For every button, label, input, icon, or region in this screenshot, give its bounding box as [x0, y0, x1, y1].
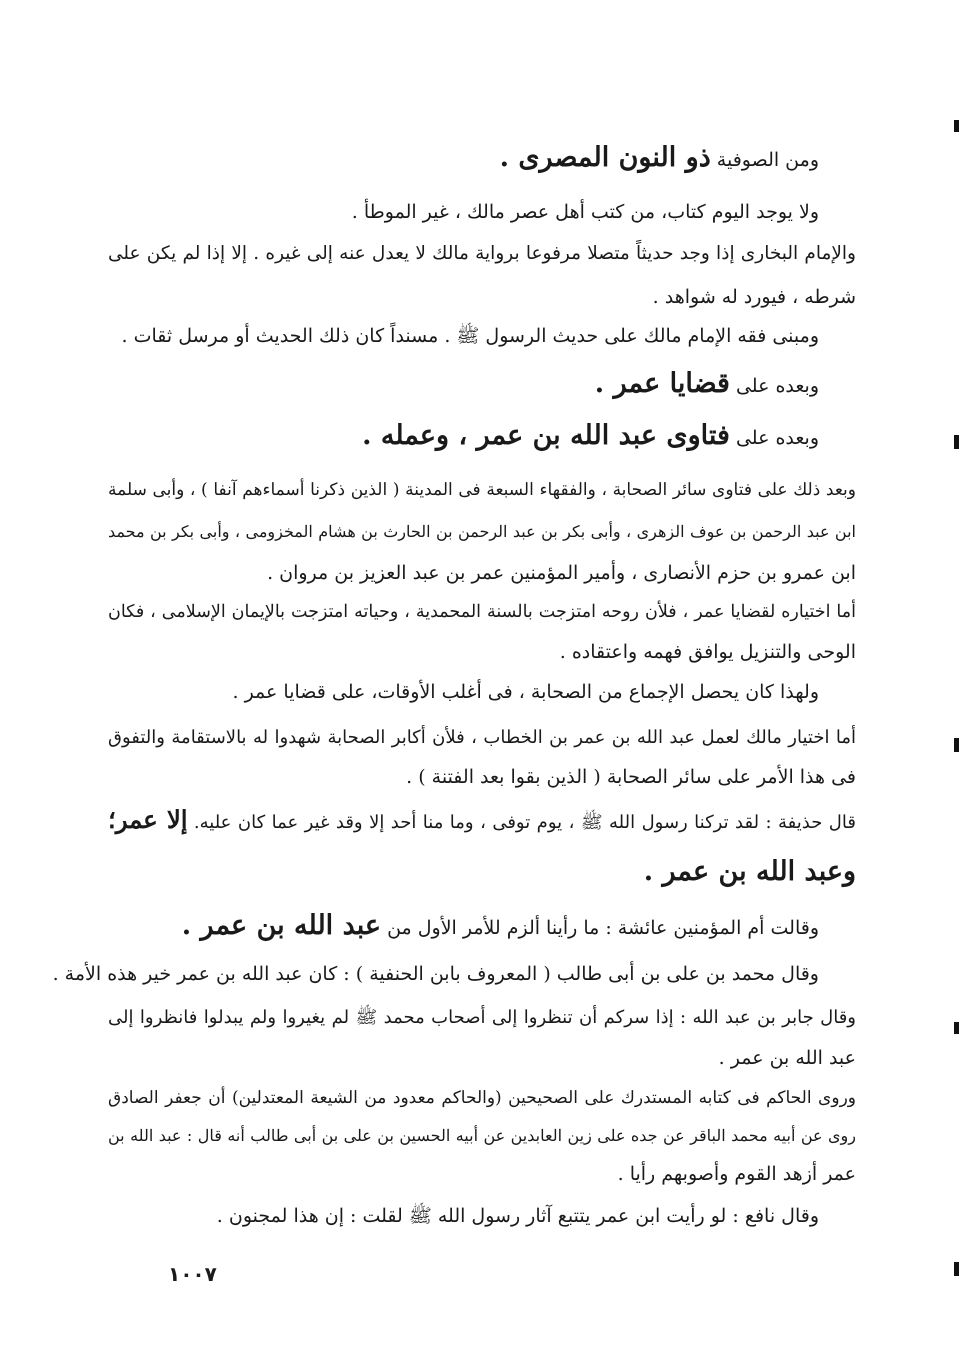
emphasized-name: ذو النون المصرى .	[499, 142, 711, 173]
scan-edge-mark	[954, 435, 959, 449]
line-13: ولهذا كان يحصل الإجماع من الصحابة ، فى أغلب الأوقات، على قضايا عمر .	[232, 681, 819, 703]
line-18	[182, 912, 819, 942]
scan-edge-mark	[954, 120, 959, 132]
text-run: وقالت أم المؤمنين عائشة : ما رأينا ألزم للأمر الأول من	[387, 917, 819, 939]
line-7	[362, 422, 819, 452]
line-14: أما اختيار مالك لعمل عبد الله بن عمر بن الخطاب ، فلأن أكابر الصحابة شهدوا له بالاستقامة والتفوق	[108, 727, 856, 748]
line-6	[595, 370, 819, 400]
line-3: والإمام البخارى إذا وجد حديثاً متصلا مرفوعا برواية مالك لا يعدل عنه إلى غيره . إلا إذا لم يكن على	[108, 243, 856, 264]
text-run: قال حذيفة : لقد تركنا رسول الله ﷺ ، يوم توفى ، وما منا أحد إلا وقد غير عما كان عليه.	[193, 812, 856, 833]
line-19: وقال محمد بن على بن أبى طالب ( المعروف بابن الحنفية ) : كان عبد الله بن عمر خير هذه الأمة .	[52, 963, 819, 985]
line-24: عمر أزهد القوم وأصوبهم رأيا .	[617, 1163, 856, 1185]
line-11: أما اختياره لقضايا عمر ، فلأن روحه امتزجت بالسنة المحمدية ، وحياته امتزجت بالإيمان الإسلامى ، فكان	[108, 602, 856, 622]
line-1	[500, 144, 819, 174]
page-number: ١٠٠٧	[168, 1262, 217, 1286]
scan-edge-mark	[954, 1262, 959, 1276]
line-22: وروى الحاكم فى كتابه المستدرك على الصحيحين (والحاكم معدود من الشيعة المعتدلين) أن جعفر الصادق	[108, 1088, 856, 1108]
line-10: ابن عمرو بن حزم الأنصارى ، وأمير المؤمنين عمر بن عبد العزيز بن مروان .	[267, 562, 856, 584]
line-16	[108, 806, 856, 837]
line-25: وقال نافع : لو رأيت ابن عمر يتتبع آثار رسول الله ﷺ لقلت : إن هذا لمجنون .	[216, 1205, 819, 1227]
line-8: وبعد ذلك على فتاوى سائر الصحابة ، والفقهاء السبعة فى المدينة ( الذين ذكرنا أسماءهم آنفا ) ، وأبى سلمة	[108, 480, 856, 500]
scan-edge-mark	[954, 1022, 959, 1034]
line-4: شرطه ، فيورد له شواهد .	[652, 286, 856, 308]
line-2: ولا يوجد اليوم كتاب، من كتب أهل عصر مالك ، غير الموطأ .	[351, 201, 819, 223]
emphasized-name: إلا عمر؛	[108, 805, 188, 834]
line-21: عبد الله بن عمر .	[718, 1047, 856, 1069]
emphasized-name: عبد الله بن عمر .	[181, 910, 382, 941]
line-17: وعبد الله بن عمر .	[643, 856, 856, 887]
section-heading: فتاوى عبد الله بن عمر ، وعمله .	[362, 420, 730, 451]
line-20: وقال جابر بن عبد الله : إذا سركم أن تنظروا إلى أصحاب محمد ﷺ لم يغيروا ولم يبدلوا فانظروا إلى	[108, 1007, 856, 1028]
text-run: وبعده على	[735, 375, 819, 397]
text-run: ومن الصوفية	[716, 149, 819, 171]
section-heading: قضايا عمر .	[594, 368, 730, 399]
line-5: ومبنى فقه الإمام مالك على حديث الرسول ﷺ . مسنداً كان ذلك الحديث أو مرسل ثقات .	[121, 325, 819, 347]
scan-edge-mark	[954, 738, 959, 752]
text-run: وبعده على	[735, 427, 819, 449]
line-15: فى هذا الأمر على سائر الصحابة ( الذين بقوا بعد الفتنة ) .	[406, 766, 856, 788]
line-12: الوحى والتنزيل يوافق فهمه واعتقاده .	[559, 641, 856, 663]
line-23: روى عن أبيه محمد الباقر عن جده على زين العابدين عن أبيه الحسين بن على بن أبى طالب أنه قال : عبد الله بن	[108, 1126, 856, 1145]
line-9: ابن عبد الرحمن بن عوف الزهرى ، وأبى بكر بن عبد الرحمن بن الحارث بن هشام المخزومى ، وأبى بكر بن محمد	[108, 522, 856, 541]
